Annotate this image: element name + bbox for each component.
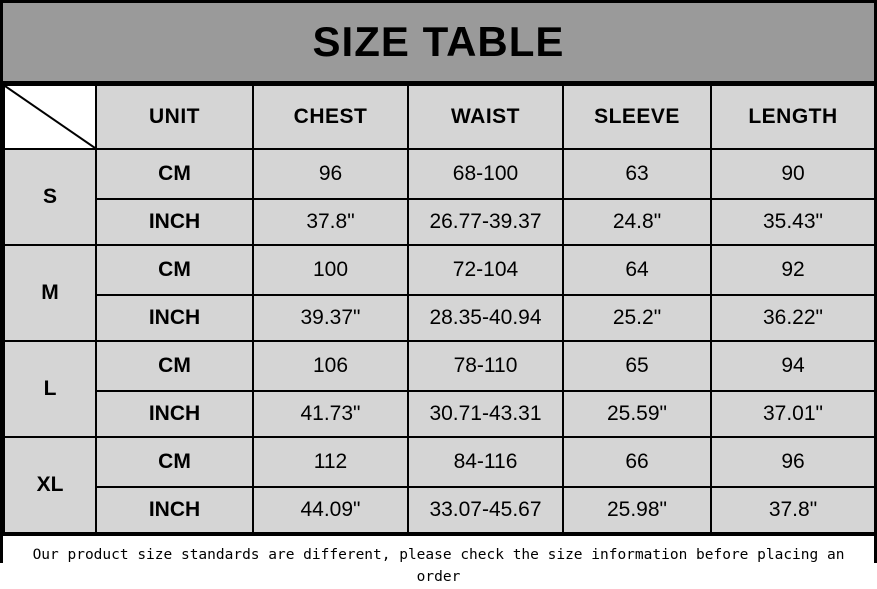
table-row (4, 295, 875, 341)
header-sleeve: SLEEVE (563, 85, 711, 149)
unit-cm: CM (96, 341, 253, 391)
m-cm-sleeve: 64 (563, 245, 711, 295)
table-row (4, 487, 875, 533)
l-cm-chest: 106 (253, 341, 408, 391)
s-inch-waist: 26.77-39.37 (408, 199, 563, 245)
table-row (4, 437, 875, 487)
unit-cm: CM (96, 437, 253, 487)
l-inch-chest: 41.73" (253, 391, 408, 437)
table-header-row (4, 85, 875, 149)
unit-inch: INCH (96, 199, 253, 245)
unit-inch: INCH (96, 487, 253, 533)
m-inch-chest: 39.37" (253, 295, 408, 341)
corner-diagonal-cell (4, 85, 96, 149)
unit-inch: INCH (96, 391, 253, 437)
s-cm-waist: 68-100 (408, 149, 563, 199)
unit-cm: CM (96, 149, 253, 199)
header-chest: CHEST (253, 85, 408, 149)
l-cm-length: 94 (711, 341, 875, 391)
header-waist: WAIST (408, 85, 563, 149)
l-cm-sleeve: 65 (563, 341, 711, 391)
m-cm-chest: 100 (253, 245, 408, 295)
unit-inch: INCH (96, 295, 253, 341)
title-bar (3, 3, 874, 84)
l-inch-sleeve: 25.59" (563, 391, 711, 437)
m-cm-length: 92 (711, 245, 875, 295)
header-unit: UNIT (96, 85, 253, 149)
l-inch-waist: 30.71-43.31 (408, 391, 563, 437)
table-row (4, 341, 875, 391)
page-title: SIZE TABLE (312, 18, 565, 65)
xl-cm-waist: 84-116 (408, 437, 563, 487)
xl-cm-length: 96 (711, 437, 875, 487)
s-inch-sleeve: 24.8" (563, 199, 711, 245)
xl-inch-chest: 44.09" (253, 487, 408, 533)
size-label-xl: XL (4, 437, 96, 533)
footnote-text: Our product size standards are different, please check the size information before placing an order (3, 534, 874, 589)
size-table (3, 84, 876, 534)
xl-inch-waist: 33.07-45.67 (408, 487, 563, 533)
s-inch-chest: 37.8" (253, 199, 408, 245)
table-row (4, 199, 875, 245)
xl-cm-chest: 112 (253, 437, 408, 487)
xl-inch-sleeve: 25.98" (563, 487, 711, 533)
unit-cm: CM (96, 245, 253, 295)
xl-cm-sleeve: 66 (563, 437, 711, 487)
m-inch-waist: 28.35-40.94 (408, 295, 563, 341)
l-cm-waist: 78-110 (408, 341, 563, 391)
m-inch-sleeve: 25.2" (563, 295, 711, 341)
xl-inch-length: 37.8" (711, 487, 875, 533)
table-row (4, 149, 875, 199)
m-cm-waist: 72-104 (408, 245, 563, 295)
l-inch-length: 37.01" (711, 391, 875, 437)
s-inch-length: 35.43" (711, 199, 875, 245)
header-length: LENGTH (711, 85, 875, 149)
size-label-s: S (4, 149, 96, 245)
table-row (4, 245, 875, 295)
size-label-l: L (4, 341, 96, 437)
m-inch-length: 36.22" (711, 295, 875, 341)
s-cm-sleeve: 63 (563, 149, 711, 199)
s-cm-chest: 96 (253, 149, 408, 199)
s-cm-length: 90 (711, 149, 875, 199)
table-row (4, 391, 875, 437)
diagonal-line-icon (5, 86, 95, 148)
size-label-m: M (4, 245, 96, 341)
